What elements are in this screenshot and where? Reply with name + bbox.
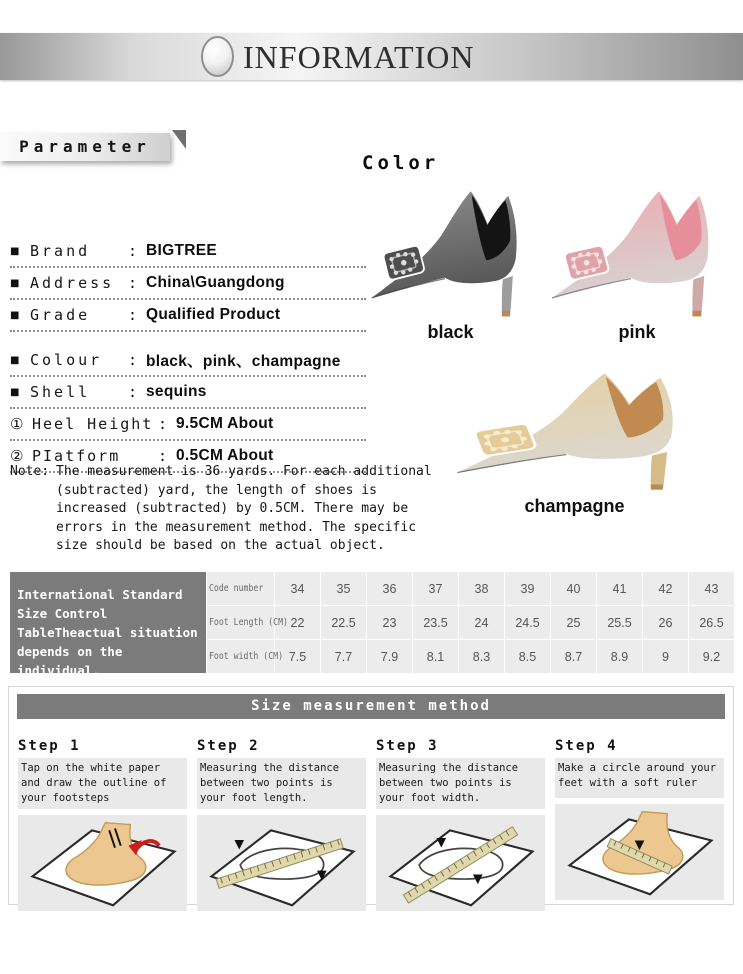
square-bullet-icon: ■ [10,354,20,366]
ribbon-arrow-icon [172,130,186,149]
step-3 [376,738,545,911]
measurement-steps [18,738,724,911]
size-cell: 8.7 [551,640,596,673]
step-1 [18,738,187,911]
param-value: 0.5CM About [176,447,274,464]
step-label: Step 3 [376,738,439,754]
size-cell: 35 [321,572,366,605]
size-cell: 8.1 [413,640,458,673]
size-cell: 26 [643,606,688,639]
color-section-title: Color [362,152,440,174]
param-value: sequins [146,383,207,400]
param-value: 9.5CM About [176,415,274,432]
heel-tip [651,484,663,489]
size-cell: 7.5 [275,640,320,673]
step-3-illustration [376,815,545,911]
note-label: Note: [10,464,50,479]
param-separator: : [128,242,138,260]
row-header: Foot Length (CM) [207,606,274,639]
size-cell: 34 [275,572,320,605]
size-table-intro: International Standard Size Control TableTheactual situation depends on the individual. [10,572,206,673]
size-cell: 22.5 [321,606,366,639]
size-cell: 23.5 [413,606,458,639]
size-note [10,463,442,556]
size-cell: 9.2 [689,640,734,673]
circled-one-icon: ① [10,415,24,433]
heel-tip [502,311,510,317]
step-1-illustration [18,815,187,911]
param-row-shell [10,377,366,409]
pink-shoe-photo [548,182,726,320]
square-bullet-icon: ■ [10,245,20,257]
step-description: Measuring the distance between two points is your foot width. [376,758,545,809]
square-bullet-icon: ■ [10,309,20,321]
champagne-shoe-photo [452,365,697,493]
size-cell: 40 [551,572,596,605]
step-description: Tap on the white paper and draw the outline of your footsteps [18,758,187,809]
param-separator: : [128,274,138,292]
size-cell: 43 [689,572,734,605]
size-cell: 7.7 [321,640,366,673]
step-label: Step 2 [197,738,260,754]
heel [502,276,513,316]
size-cell: 42 [643,572,688,605]
note-text: The measurement is 36 yards. For each additional (subtracted) yard, the length of shoes is increased (subtracted) by 0.5CM. There may be errors in the measurement method. The specific size should be based on the actual object. [56,464,432,553]
param-group-gap [10,332,366,345]
step-label: Step 1 [18,738,81,754]
size-cell: 8.3 [459,640,504,673]
param-label: Colour [30,351,103,369]
param-value: BIGTREE [146,242,217,259]
param-row-colour [10,345,366,377]
oval-ornament-icon [201,36,234,77]
measurement-title: Size measurement method [17,694,725,719]
heel [651,452,667,490]
size-cell: 24.5 [505,606,550,639]
step-4 [555,738,724,911]
param-separator: : [128,351,138,369]
step-description: Measuring the distance between two points is your foot length. [197,758,366,809]
size-measurement-section [8,686,734,905]
param-separator: : [128,306,138,324]
parameter-ribbon: Parameter [0,133,170,161]
information-banner [0,33,743,80]
step-2 [197,738,366,911]
size-cell: 38 [459,572,504,605]
param-label: PIatform [32,447,121,465]
size-cell: 25.5 [597,606,642,639]
parameter-list [10,236,366,473]
size-cell: 41 [597,572,642,605]
champagne-color-label: champagne [524,496,625,516]
row-header: Code number [207,572,274,605]
param-value: China\Guangdong [146,274,285,291]
step-label: Step 4 [555,738,618,754]
banner-title: INFORMATION [243,39,475,75]
size-table [207,572,734,673]
heel [692,276,704,316]
size-cell: 37 [413,572,458,605]
size-cell: 22 [275,606,320,639]
size-cell: 36 [367,572,412,605]
step-2-illustration [197,815,366,911]
step-4-illustration [555,804,724,900]
param-row-brand [10,236,366,268]
param-row-grade [10,300,366,332]
size-cell: 7.9 [367,640,412,673]
pink-color-label: pink [618,322,656,342]
heel-tip [692,311,701,317]
param-separator: : [158,447,168,465]
param-label: Shell [30,383,91,401]
size-cell: 9 [643,640,688,673]
black-color-label: black [427,322,474,342]
step-description: Make a circle around your feet with a soft ruler [555,758,724,798]
arrow-marker [234,840,244,850]
param-label: Heel Height [32,415,154,433]
param-label: Grade [30,306,91,324]
param-label: Address [30,274,115,292]
param-separator: : [158,415,168,433]
param-separator: : [128,383,138,401]
square-bullet-icon: ■ [10,386,20,398]
size-cell: 25 [551,606,596,639]
circled-two-icon: ② [10,447,24,465]
param-label: Brand [30,242,91,260]
param-value: Qualified Product [146,306,281,323]
param-row-heel-height [10,409,366,441]
size-cell: 26.5 [689,606,734,639]
row-header: Foot width (CM) [207,640,274,673]
black-shoe-photo [368,182,533,320]
square-bullet-icon: ■ [10,277,20,289]
param-value: black、pink、champagne [146,353,341,370]
size-cell: 8.9 [597,640,642,673]
size-cell: 23 [367,606,412,639]
size-cell: 8.5 [505,640,550,673]
size-cell: 24 [459,606,504,639]
size-cell: 39 [505,572,550,605]
param-row-address [10,268,366,300]
